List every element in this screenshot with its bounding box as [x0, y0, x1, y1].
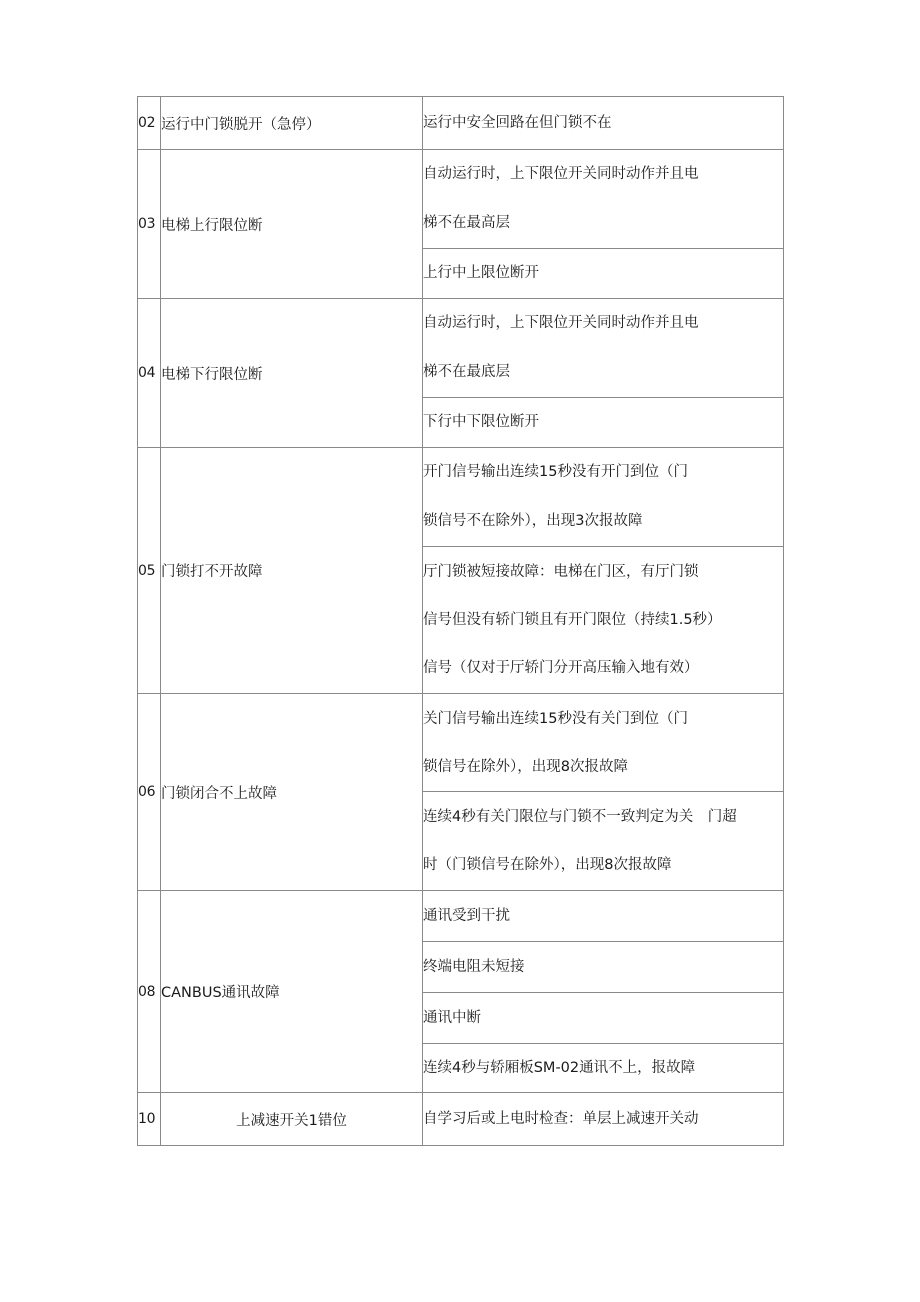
- fault-cause: [423, 792, 784, 891]
- fault-cause: [423, 547, 784, 694]
- fault-name: 电梯下行限位断: [161, 299, 423, 448]
- fault-code: 08: [138, 891, 161, 1093]
- fault-name: 门锁闭合不上故障: [161, 694, 423, 891]
- cause-line: 梯不在最高层: [423, 215, 510, 231]
- cause-line: 厅门锁被短接故障：电梯在门区，有厅门锁: [423, 564, 699, 580]
- fault-code: 04: [138, 299, 161, 448]
- fault-table-body: [138, 97, 784, 1146]
- fault-cause: [423, 1093, 784, 1146]
- fault-name: 门锁打不开故障: [161, 448, 423, 694]
- cause-line: 梯不在最底层: [423, 364, 510, 380]
- fault-cause: [423, 694, 784, 792]
- table-row: [138, 299, 784, 398]
- fault-name: 上减速开关1错位: [161, 1093, 423, 1146]
- cause-line: 通讯中断: [423, 1010, 481, 1026]
- cause-line: 自动运行时，上下限位开关同时动作并且电: [423, 315, 699, 331]
- fault-code: 06: [138, 694, 161, 891]
- table-row: [138, 891, 784, 942]
- cause-line: 信号（仅对于厅轿门分开高压输入地有效）: [423, 660, 699, 676]
- fault-code: 10: [138, 1093, 161, 1146]
- cause-line: 时（门锁信号在除外），出现8次报故障: [423, 857, 672, 873]
- cause-line: 下行中下限位断开: [423, 414, 539, 430]
- fault-cause: [423, 993, 784, 1044]
- cause-line: 锁信号在除外），出现8次报故障: [423, 758, 628, 775]
- fault-cause: [423, 97, 784, 150]
- fault-cause: [423, 942, 784, 993]
- fault-code: 03: [138, 150, 161, 299]
- fault-name: 电梯上行限位断: [161, 150, 423, 299]
- cause-line: 自学习后或上电时检查：单层上减速开关动: [423, 1111, 699, 1127]
- fault-code-table: [137, 96, 784, 1146]
- cause-line: 通讯受到干扰: [423, 908, 510, 924]
- fault-cause: [423, 150, 784, 249]
- table-row: [138, 448, 784, 547]
- cause-line: 连续4秒与轿厢板SM-02通讯不上，报故障: [423, 1060, 696, 1076]
- cause-line: 开门信号输出连续15秒没有开门到位（门: [423, 464, 688, 480]
- fault-cause: [423, 891, 784, 942]
- fault-cause: [423, 448, 784, 547]
- table-row: [138, 150, 784, 249]
- fault-cause: [423, 299, 784, 398]
- fault-cause: [423, 249, 784, 299]
- cause-line: 运行中安全回路在但门锁不在: [423, 115, 612, 131]
- fault-cause: [423, 398, 784, 448]
- cause-line: 终端电阻未短接: [423, 959, 525, 975]
- cause-line: 连续4秒有关门限位与门锁不一致判定为关 门超: [423, 809, 737, 825]
- table-row: [138, 694, 784, 792]
- cause-line: 信号但没有轿门锁且有开门限位（持续1.5秒）: [423, 612, 722, 628]
- fault-cause: [423, 1044, 784, 1093]
- fault-code: 05: [138, 448, 161, 694]
- cause-line: 关门信号输出连续15秒没有关门到位（门: [423, 710, 688, 727]
- table-row: [138, 97, 784, 150]
- table-row: [138, 1093, 784, 1146]
- cause-line: 锁信号不在除外），出现3次报故障: [423, 513, 643, 529]
- fault-name: 运行中门锁脱开（急停）: [161, 97, 423, 150]
- fault-code: 02: [138, 97, 161, 150]
- cause-line: 自动运行时，上下限位开关同时动作并且电: [423, 166, 699, 182]
- cause-line: 上行中上限位断开: [423, 265, 539, 281]
- fault-name: CANBUS通讯故障: [161, 891, 423, 1093]
